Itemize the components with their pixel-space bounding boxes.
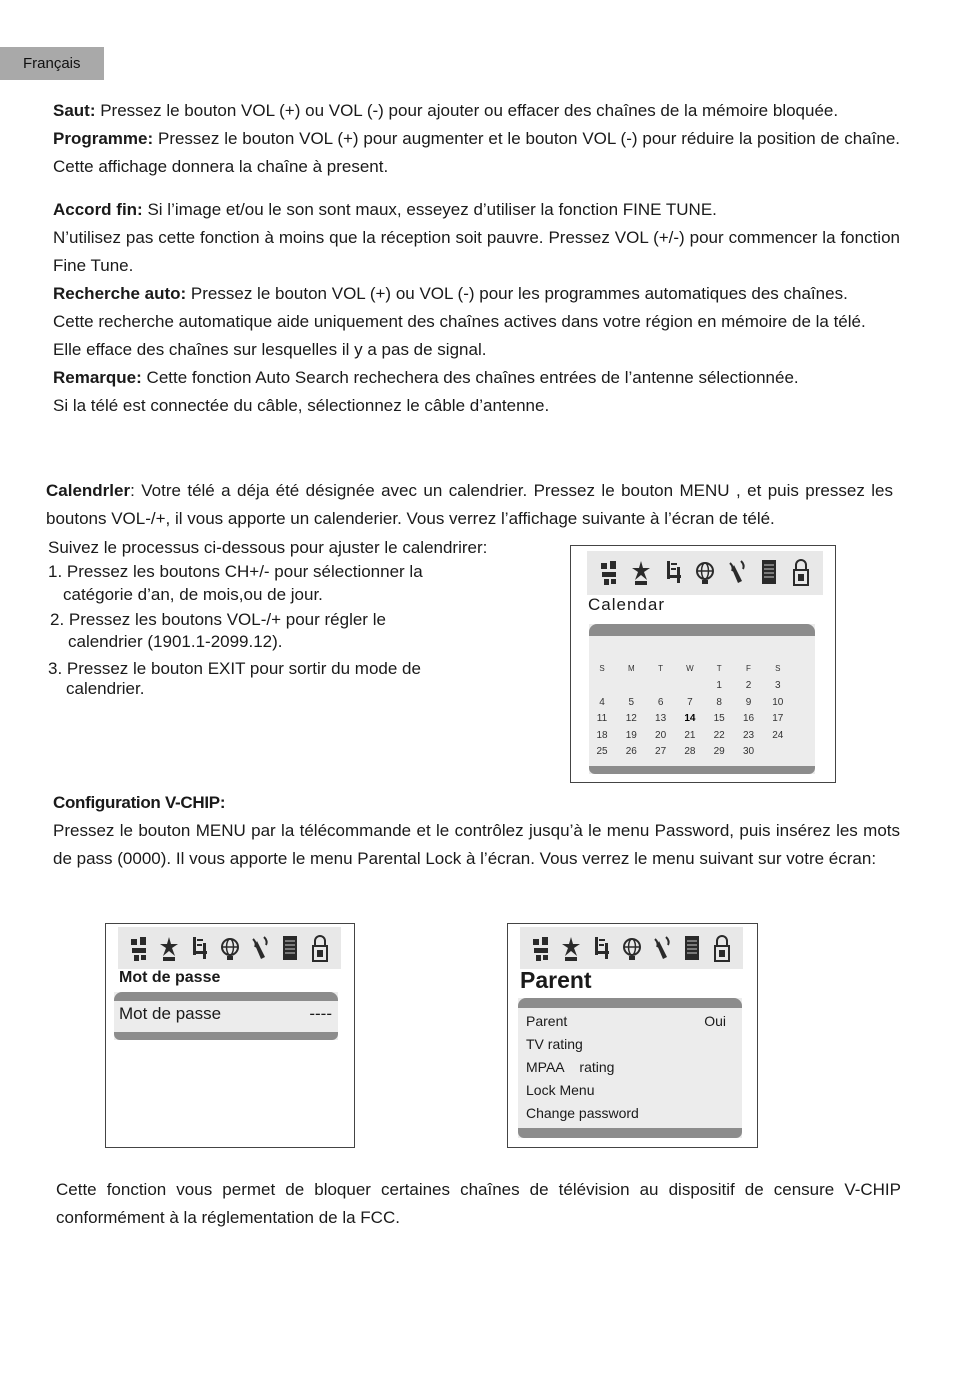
parent-top-bar bbox=[518, 998, 742, 1008]
password-field-label: Mot de passe bbox=[119, 1004, 222, 1023]
parent-menu-item-label: Parent bbox=[526, 1013, 568, 1029]
password-bottom-bar bbox=[114, 1032, 338, 1040]
accord-text-2: N’utilisez pas cette fonction à moins que la réception soit pauvre. Pressez VOL (+/-) pour commencer la fonction Fine Tune. bbox=[53, 228, 900, 275]
calendar-weekday: S bbox=[775, 664, 781, 673]
calendar-day[interactable]: 14 bbox=[684, 713, 696, 724]
calendar-day[interactable]: 10 bbox=[772, 696, 784, 708]
calendar-day[interactable]: 29 bbox=[713, 746, 725, 757]
password-screen bbox=[105, 923, 355, 1148]
remarque-label: Remarque: bbox=[53, 368, 142, 387]
calendar-step-1-b: catégorie d’an, de mois,ou de jour. bbox=[63, 585, 323, 604]
parent-title: Parent bbox=[520, 967, 592, 993]
calendar-day[interactable]: 11 bbox=[596, 713, 608, 724]
calendar-text: : Votre télé a déja été désignée avec un calendrier. Pressez le bouton MENU , et puis pressez les boutons VOL-/+, il vous apporte un calenderier. Vous verrez l’affichage suivante à l’écran de télé. bbox=[46, 481, 893, 528]
calendar-weekday: W bbox=[686, 664, 694, 673]
setup-icon bbox=[188, 933, 210, 963]
document-icon bbox=[681, 933, 703, 963]
calendar-weekday: T bbox=[716, 664, 722, 673]
calendar-label: Calendrler bbox=[46, 481, 131, 500]
sound-icon bbox=[630, 557, 652, 587]
calendar-day[interactable]: 25 bbox=[596, 746, 608, 757]
picture-icon bbox=[128, 933, 150, 963]
calendar-paragraph bbox=[46, 477, 893, 533]
calendar-day[interactable]: 30 bbox=[742, 746, 755, 757]
calendar-step-1-a: 1. Pressez les boutons CH+/- pour sélectionner la bbox=[48, 562, 423, 581]
sound-icon bbox=[560, 933, 582, 963]
recherche-label: Recherche auto: bbox=[53, 284, 187, 303]
globe-icon bbox=[694, 557, 716, 587]
picture-icon bbox=[530, 933, 552, 963]
parent-menu-item-label: Lock Menu bbox=[526, 1082, 595, 1098]
accord-label: Accord fin: bbox=[53, 200, 143, 219]
calendar-day[interactable]: 8 bbox=[716, 696, 722, 708]
document-icon bbox=[279, 933, 301, 963]
saut-text: Pressez le bouton VOL (+) ou VOL (-) pour ajouter ou effacer des chaînes de la mémoire bloquée. bbox=[95, 101, 839, 120]
lock-icon bbox=[309, 933, 331, 963]
lock-icon bbox=[790, 557, 812, 587]
language-tab: Français bbox=[0, 47, 104, 80]
calendar-day[interactable]: 3 bbox=[775, 680, 781, 691]
parent-menu-item[interactable] bbox=[526, 1013, 726, 1029]
calendar-day[interactable]: 15 bbox=[713, 713, 725, 724]
document-icon bbox=[758, 557, 780, 587]
globe-icon bbox=[621, 933, 643, 963]
parent-menu-item[interactable] bbox=[526, 1036, 726, 1052]
programme-text: Pressez le bouton VOL (+) pour augmenter et le bouton VOL (-) pour réduire la position de chaîne. Cette affichage donnera la chaîne à present. bbox=[53, 129, 900, 176]
parent-icon-strip bbox=[520, 927, 743, 969]
calendar-step-2-b: calendrier (1901.1-2099.12). bbox=[68, 632, 283, 651]
calendar-intro: Suivez le processus ci-dessous pour ajuster le calendrirer: bbox=[48, 538, 488, 557]
calendar-top-bar bbox=[589, 624, 815, 636]
calendar-day[interactable]: 13 bbox=[655, 713, 667, 724]
calendar-day[interactable]: 1 bbox=[716, 680, 722, 691]
calendar-day[interactable]: 23 bbox=[742, 729, 755, 741]
recherche-text-2: Cette recherche automatique aide uniquement des chaînes actives dans votre région en mémoire de la télé. bbox=[53, 312, 866, 331]
calendar-day[interactable]: 2 bbox=[745, 680, 752, 691]
parent-screen bbox=[507, 923, 758, 1148]
sound-icon bbox=[158, 933, 180, 963]
password-icon-strip bbox=[118, 927, 341, 969]
parent-menu-item[interactable] bbox=[526, 1059, 726, 1075]
calendar-step-3-a: 3. Pressez le bouton EXIT pour sortir du mode de bbox=[48, 659, 421, 678]
calendar-day[interactable]: 19 bbox=[625, 729, 637, 741]
calendar-day[interactable]: 7 bbox=[687, 696, 693, 708]
parent-bottom-bar bbox=[518, 1128, 742, 1138]
password-top-bar bbox=[114, 992, 338, 1001]
calendar-day[interactable]: 16 bbox=[742, 713, 755, 724]
calendar-day[interactable]: 24 bbox=[772, 729, 784, 741]
antenna-icon bbox=[726, 557, 748, 587]
parent-menu-item[interactable] bbox=[526, 1105, 726, 1121]
saut-label: Saut: bbox=[53, 101, 96, 120]
calendar-step-1 bbox=[48, 560, 423, 606]
calendar-day[interactable]: 17 bbox=[772, 713, 784, 724]
calendar-day[interactable]: 9 bbox=[745, 696, 752, 708]
programme-label: Programme: bbox=[53, 129, 154, 148]
setup-icon bbox=[662, 557, 684, 587]
calendar-day[interactable]: 12 bbox=[625, 713, 637, 724]
globe-icon bbox=[219, 933, 241, 963]
calendar-title: Calendar bbox=[588, 595, 665, 614]
vchip-title: Configuration V-CHIP: bbox=[53, 793, 226, 812]
calendar-day[interactable]: 6 bbox=[657, 696, 664, 708]
parent-menu-item-value: Oui bbox=[704, 1013, 726, 1029]
antenna-icon bbox=[651, 933, 673, 963]
calendar-day[interactable]: 26 bbox=[625, 746, 637, 757]
setup-icon bbox=[590, 933, 612, 963]
calendar-day[interactable]: 18 bbox=[596, 729, 608, 741]
saut-paragraph bbox=[53, 97, 900, 181]
calendar-day[interactable]: 5 bbox=[628, 696, 635, 708]
calendar-weekday: S bbox=[599, 664, 605, 673]
calendar-screen bbox=[570, 545, 836, 783]
parent-menu-item-label: MPAA rating bbox=[526, 1059, 615, 1075]
calendar-day[interactable]: 21 bbox=[684, 729, 696, 741]
calendar-bottom-bar bbox=[589, 766, 815, 774]
picture-icon bbox=[598, 557, 620, 587]
parent-menu-item[interactable] bbox=[526, 1082, 726, 1098]
recherche-text: Pressez le bouton VOL (+) ou VOL (-) pour les programmes automatiques des chaînes. bbox=[186, 284, 848, 303]
calendar-icon-strip bbox=[587, 551, 823, 595]
calendar-day[interactable]: 28 bbox=[684, 746, 696, 757]
calendar-day[interactable]: 22 bbox=[713, 729, 725, 741]
vchip-text: Pressez le bouton MENU par la télécommande et le contrôlez jusqu’à le menu Password, puis insérez les mots de pass (0000). Il vous apporte le menu Parental Lock à l’écran. Vous verrez le menu suivant sur votre écran: bbox=[53, 821, 900, 868]
footer-paragraph: Cette fonction vous permet de bloquer certaines chaînes de télévision au dispositif de censure V-CHIP conformément à la réglementation de la FCC. bbox=[56, 1180, 901, 1227]
calendar-day[interactable]: 20 bbox=[655, 729, 667, 741]
password-field-value[interactable]: ---- bbox=[309, 1004, 332, 1023]
remarque-text: Cette fonction Auto Search rechechera des chaînes entrées de l’antenne sélectionnée. bbox=[141, 368, 799, 387]
parent-menu-item-label: TV rating bbox=[526, 1036, 583, 1052]
accord-text: Si l’image et/ou le son sont maux, esseyez d’utiliser la fonction FINE TUNE. bbox=[142, 200, 717, 219]
calendar-day[interactable]: 4 bbox=[599, 696, 605, 708]
recherche-text-3: Elle efface des chaînes sur lesquelles il y a pas de signal. bbox=[53, 340, 487, 359]
calendar-step-2-a: 2. Pressez les boutons VOL-/+ pour régler le bbox=[50, 610, 386, 629]
calendar-day[interactable]: 27 bbox=[655, 746, 667, 757]
accord-paragraph bbox=[53, 196, 900, 420]
parent-menu-item-label: Change password bbox=[526, 1105, 639, 1121]
remarque-text-2: Si la télé est connectée du câble, sélectionnez le câble d’antenne. bbox=[53, 396, 550, 415]
calendar-step-3-b: calendrier. bbox=[66, 679, 145, 698]
calendar-step-3 bbox=[48, 659, 421, 699]
antenna-icon bbox=[249, 933, 271, 963]
password-title: Mot de passe bbox=[119, 969, 221, 986]
calendar-weekday: T bbox=[658, 664, 664, 673]
calendar-weekday: M bbox=[627, 664, 635, 673]
calendar-weekday: F bbox=[746, 664, 751, 673]
lock-icon bbox=[711, 933, 733, 963]
calendar-step-2 bbox=[50, 609, 386, 653]
